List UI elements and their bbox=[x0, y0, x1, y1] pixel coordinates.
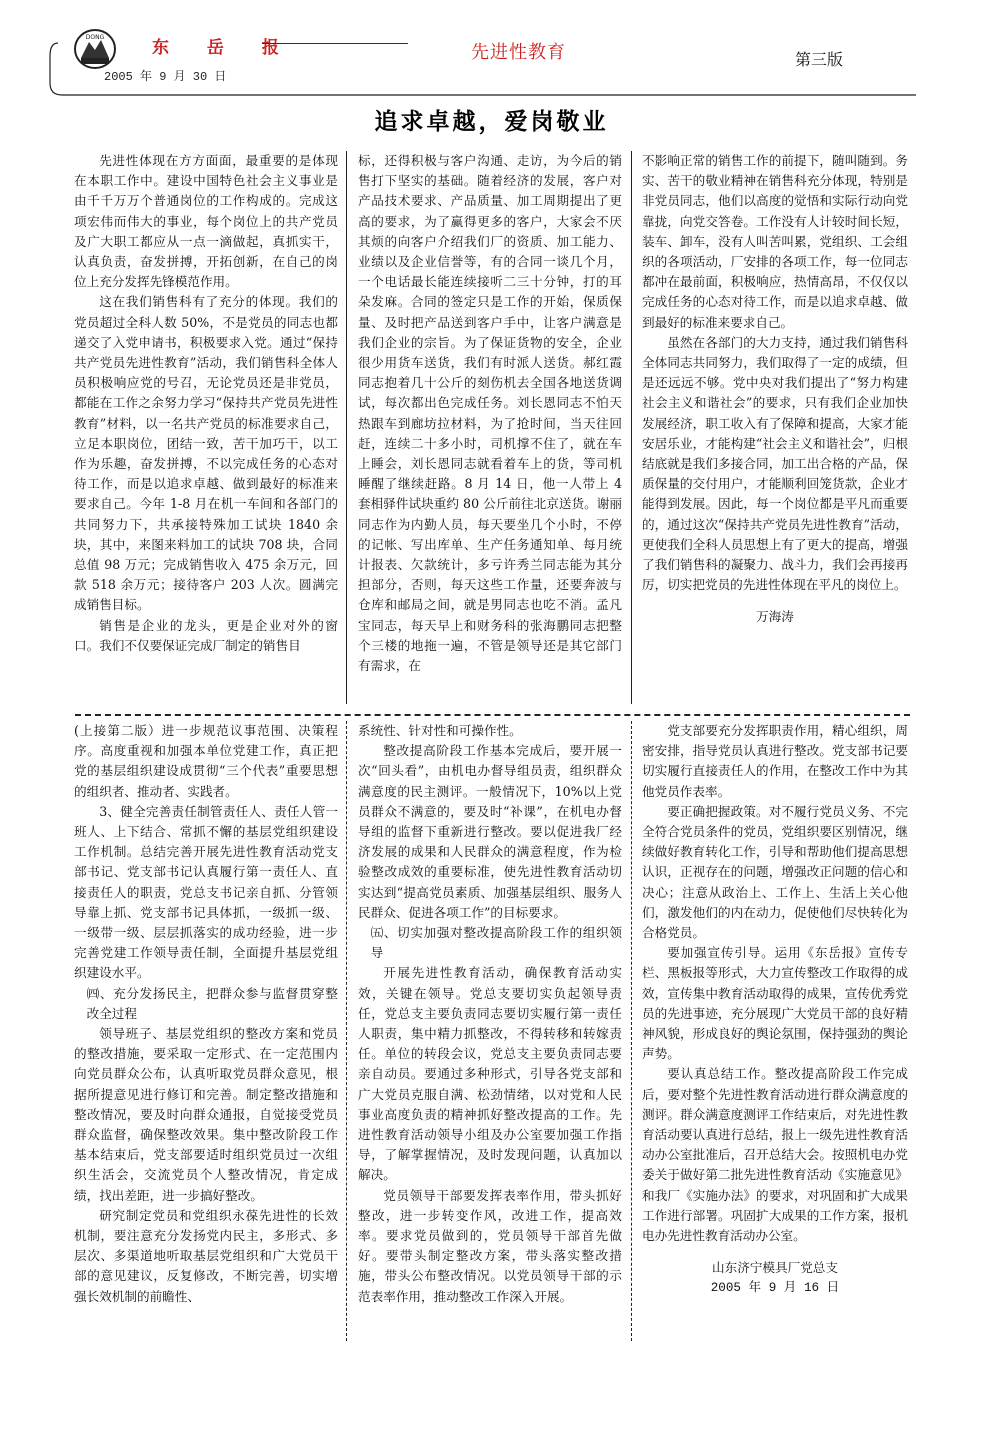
page-number: 第三版 bbox=[795, 50, 844, 69]
article-column-1 bbox=[74, 151, 338, 707]
svg-text:DONG: DONG bbox=[85, 34, 105, 41]
subheading: ㈤、切实加强对整改提高阶段工作的组织领导 bbox=[370, 925, 622, 961]
paragraph: 领导班子、基层党组织的整改方案和党员的整改措施，要采取一定形式、在一定范围内向党员群众公布，认真听取党员群众意见，根据所提意见进行修订和完善。制定整改措施和整改情况，要及时向群众通报，自觉接受党员群众监督，确保整改效果。集中整改阶段工作基本结束后，党支部要适时组织党员过一次组织生活会，交流党员个人整改情况，肯定成绩，找出差距，进一步搞好整改。 bbox=[74, 1026, 338, 1203]
continued-column-1 bbox=[74, 721, 338, 1351]
paragraph: 要正确把握政策。对不履行党员义务、不完全符合党员条件的党员，党组织要区别情况，继续做好教育转化工作，引导和帮助他们提高思想认识，正视存在的问题，增强改正问题的信心和决心；注意从政治上、工作上、生活上关心他们，激发他们的内在动力，促使他们尽快转化为合格党员。 bbox=[642, 803, 908, 941]
paragraph: 党员领导干部要发挥表率作用，带头抓好整改，进一步转变作风，改进工作，提高效率。要求党员做到的，党员领导干部首先做好。要带头制定整改方案，带头落实整改措施，带头公布整改情况。以党员领导干部的示范表率作用，推动整改工作深入开展。 bbox=[358, 1187, 622, 1304]
paragraph: 要认真总结工作。整改提高阶段工作完成后，要对整个先进性教育活动进行群众满意度的测评。群众满意度测评工作结束后，对先进性教育活动要认真进行总结，报上一级先进性教育活动办公室批准后，召开总结大会。按照机电办党委关于做好第二批先进性教育活动《实施意见》和我厂《实施办法》的要求，对巩固和扩大成果工作进行部署。巩固扩大成果的工作方案，报机电办先进性教育活动办公室。 bbox=[642, 1066, 908, 1244]
paragraph: 整改提高阶段工作基本完成后，要开展一次“回头看”，由机电办督导组员责，组织群众满意度的民主测评。一般情况下，10%以上党员群众不满意的，要及时“补课”，在机电办督导组的监督下重新进行整改。要以促进我厂经济发展的成果和人民群众的满意程度，作为检验整改成效的重要标准，使先进性教育活动切实达到“提高党员素质、加强基层组织、服务人民群众、促进各项工作”的目标要求。 bbox=[358, 743, 622, 920]
paragraph: 系统性、针对性和可操作性。 bbox=[358, 723, 522, 738]
article-column-3 bbox=[642, 151, 908, 707]
paragraph: 标，还得积极与客户沟通、走访，为今后的销售打下坚实的基础。随着经济的发展，客户对产品技术要求、产品质量、加工周期提出了更高的要求，为了赢得更多的客户，大家会不厌其烦的向客户介绍我们厂的资质、加工能力、业绩以及企业信誉等，有的合同一谈几个月，一个电话最长能连续接听二三十分钟，打的耳朵发麻。合同的签定只是工作的开始，保质保量、及时把产品送到客户手中，让客户满意是我们企业的宗旨。为了保证货物的安全，企业很少用货车送货，我们有时派人送货。郝红霞同志抱着几十公斤的刻伤机去全国各地送货调试，每次都出色完成任务。刘长恩同志不怕天热跟车到廊坊拉材料，为了抢时间，当天往回赶，连续二十多小时，司机撑不住了，就在车上睡会，刘长恩同志就看着车上的货，等司机睡醒了继续赶路。8 月 14 日，他一人带上 4 套相驿件试块重约 80 公斤前往北京送货。谢丽同志作为内勤人员，每天要坐几个小时，不停的记帐、写出库单、生产任务通知单、每月统计报表、欠款统计，多亏许秀兰同志能为其分担部分，否则，每天这些工作量，还要奔波与仓库和邮局之间，就是男同志也吃不消。孟凡宝同志，每天早上和财务科的张海鹏同志把整个三楼的地拖一遍，不管是领导还是其它部门有需求，在 bbox=[358, 153, 622, 674]
column-divider bbox=[631, 721, 632, 1341]
signature-organization: 山东济宁模具厂党总支 bbox=[712, 1260, 838, 1276]
paragraph: 开展先进性教育活动，确保教育活动实效，关键在领导。党总支要切实负起领导责任，党总支主要负责同志要切实履行第一责任人职责，集中精力抓整改，不得转移和转嫁责任。单位的转段会议，党总支主要负责同志要亲自动员。要通过多种形式，引导各党支部和广大党员克服自满、松劲情绪，以对党和人民事业高度负责的精神抓好整改提高的工作。先进性教育活动领导小组及办公室要加强工作指导，了解掌握情况，及时发现问题，认真加以解决。 bbox=[358, 965, 622, 1183]
article-column-2 bbox=[358, 151, 622, 707]
issue-date: 2005 年 9 月 30 日 bbox=[104, 70, 227, 84]
paragraph: 党支部要充分发挥职责作用，精心组织，周密安排，指导党员认真进行整改。党支部书记要切实履行直接责任人的作用，在整改工作中为其他党员作表率。 bbox=[642, 723, 908, 799]
continued-column-3 bbox=[642, 721, 908, 1351]
paragraph: 研究制定党员和党组织永葆先进性的长效机制，要注意充分发扬党内民主，多形式、多层次、多渠道地听取基层党组织和广大党员干部的意见建议，反复修改，不断完善，切实增强长效机制的前瞻性、 bbox=[74, 1207, 338, 1304]
paper-name: 东 岳 报 bbox=[152, 38, 295, 58]
article-author: 万海涛 bbox=[756, 609, 794, 625]
column-divider bbox=[346, 151, 347, 704]
article-headline: 追求卓越，爱岗敬业 bbox=[374, 109, 609, 135]
paragraph: (上接第二版）进一步规范议事范围、决策程序。高度重视和加强本单位党建工作，真正把党的基层组织建设成贯彻“三个代表”重要思想的组织者、推动者、实践者。 bbox=[74, 723, 338, 799]
masthead-rule bbox=[48, 38, 918, 98]
continued-column-2 bbox=[358, 721, 622, 1351]
column-divider bbox=[346, 721, 347, 1341]
paragraph: 先进性体现在方方面面，最重要的是体现在本职工作中。建设中国特色社会主义事业是由千千万万个普通岗位的工作构成的。完成这项宏伟而伟大的事业，每个岗位上的共产党员及广大职工都应从一点一滴做起，真抓实干，认真负责，奋发拼搏，开拓创新，在自己的岗位上充分发挥先锋模范作用。 bbox=[74, 153, 338, 290]
paragraph: 不影响正常的销售工作的前提下，随叫随到。务实、苦干的敬业精神在销售科充分体现，特别是非党员同志，他们以高度的觉悟和实际行动向党靠拢，向党交答卷。工作没有人计较时间长短，装车、卸车，没有人叫苦叫累，党组织、工会组织的各项活动，厂安排的各项工作，每一位同志都冲在最前面，积极响应，热情高昂，不仅仅以完成任务的心态对待工作，而是以追求卓越、做到最好的标准来要求自己。 bbox=[642, 153, 908, 330]
paragraph: 3、健全完善责任制管责任人、责任人管一班人、上下结合、常抓不懈的基层党组织建设工作机制。总结完善开展先进性教育活动党支部书记、党支部书记认真履行第一责任人、直接责任人的职责，党总支书记亲自抓、分管领导靠上抓、党支部书记具体抓，一级抓一级、一级带一级、层层抓落实的成功经验，进一步完善党建工作领导责任制，全面提升基层党组织建设水平。 bbox=[74, 803, 338, 981]
subheading: ㈣、充分发扬民主，把群众参与监督贯穿整改全过程 bbox=[86, 985, 338, 1021]
signature-date: 2005 年 9 月 16 日 bbox=[710, 1281, 840, 1296]
masthead bbox=[0, 0, 983, 100]
column-divider bbox=[631, 151, 632, 704]
paragraph: 要加强宣传引导。运用《东岳报》宣传专栏、黑板报等形式，大力宣传整改工作取得的成效，宣传集中教育活动取得的成果，宣传优秀党员的先进事迹，充分展现广大党员干部的良好精神风貌，形成良好的舆论氛围，保持强劲的舆论声势。 bbox=[642, 945, 908, 1062]
section-divider bbox=[75, 714, 910, 716]
paragraph: 虽然在各部门的大力支持，通过我们销售科全体同志共同努力，我们取得了一定的成绩，但是还远远不够。党中央对我们提出了“努力构建社会主义和谐社会”的要求，只有我们企业加快发展经济，职工收入有了保障和提高，大家才能安居乐业，才能构建“社会主义和谐社会”，归根结底就是我们多接合同，加工出合格的产品，保质保量的交付用户，才能顺利回笼货款，企业才能得到发展。因此，每一个岗位都是平凡而重要的，通过这次“保持共产党员先进性教育”活动，更使我们全科人员思想上有了更大的提高，增强了我们销售科的凝聚力、战斗力，我们会再接再厉，切实把党员的先进性体现在平凡的岗位上。 bbox=[642, 334, 908, 593]
paragraph: 这在我们销售科有了充分的体现。我们的党员超过全科人数 50%，不是党员的同志也都递交了入党申请书，积极要求入党。通过“保持共产党员先进性教育”活动，我们销售科全体人员积极响应党的号召，无论党员还是非党员，都能在工作之余努力学习“保持共产党员先进性教育”材料，以一名共产党员的标准要求自己，立足本职岗位，团结一致，苦干加巧干，以工作为乐趣，奋发拼搏，不以完成任务的心态对待工作，而是以追求卓越、做到最好的标准来要求自己。今年 1-8 月在机一车间和各部门的共同努力下，共承接特殊加工试块 1840 余块，其中，来图来料加工的试块 708 块，合同总值 98 万元；完成销售收入 475 余万元，回款 518 余万元；接待客户 203 人次。圆满完成销售目标。 bbox=[74, 294, 338, 613]
paragraph: 销售是企业的龙头，更是企业对外的窗口。我们不仅要保证完成厂制定的销售目 bbox=[74, 617, 338, 653]
section-title: 先进性教育 bbox=[471, 42, 566, 63]
